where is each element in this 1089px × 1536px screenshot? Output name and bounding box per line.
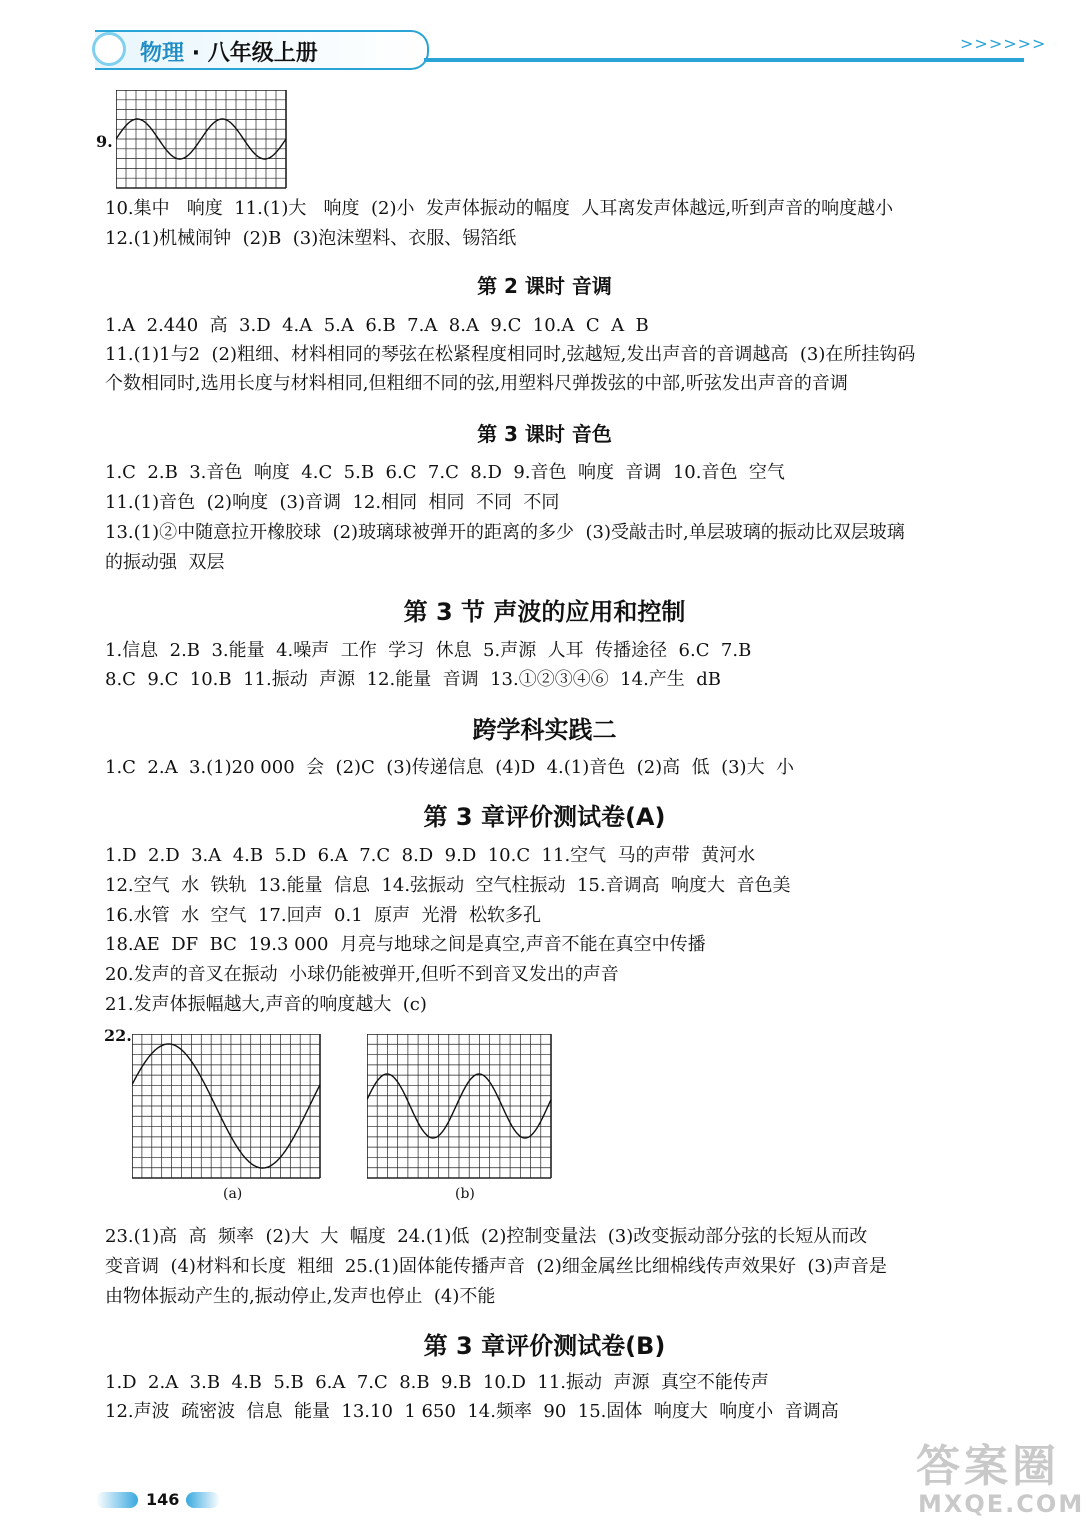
answer-line: 1.C 2.B 3.音色 响度 4.C 5.B 6.C 7.C 8.D 9.音色 响度 音调 10.音色 空气 (105, 462, 785, 483)
heading-section3: 第 3 节 声波的应用和控制 (403, 598, 686, 626)
q9-wave-grid (116, 90, 288, 190)
watermark-logo (910, 1430, 1085, 1530)
answer-line: 个数相同时,选用长度与材料相同,但粗细不同的弦,用塑料尺弹拨弦的中部,听弦发出声音的音调 (105, 373, 848, 394)
q22-grid-a (132, 1034, 322, 1180)
answer-line: 13.(1)②中随意拉开橡胶球 (2)玻璃球被弹开的距离的多少 (3)受敲击时,单层玻璃的振动比双层玻璃 (105, 522, 905, 543)
answer-line: 1.C 2.A 3.(1)20 000 会 (2)C (3)传递信息 (4)D 4.(1)音色 (2)高 低 (3)大 小 (105, 757, 795, 778)
answer-line: 8.C 9.C 10.B 11.振动 声源 12.能量 音调 13.①②③④⑥ 14.产生 dB (105, 669, 721, 690)
answer-line: 12.(1)机械闹钟 (2)B (3)泡沫塑料、衣服、锡箔纸 (105, 228, 517, 249)
answer-line: 11.(1)音色 (2)响度 (3)音调 12.相同 相同 不同 不同 (105, 492, 560, 513)
heading-test-b: 第 3 章评价测试卷(B) (423, 1332, 666, 1360)
answer-line: 12.空气 水 铁轨 13.能量 信息 14.弦振动 空气柱振动 15.音调高 响度大 音色美 (105, 875, 791, 896)
answer-line: 的振动强 双层 (105, 552, 225, 573)
heading-lesson3-timbre: 第 3 课时 音色 (477, 422, 612, 446)
q22-caption-b: (b) (455, 1186, 475, 1202)
answer-line: 1.D 2.A 3.B 4.B 5.B 6.A 7.C 8.B 9.B 10.D 11.振动 声源 真空不能传声 (105, 1372, 769, 1393)
header-title (140, 36, 318, 67)
page-pill-right-icon (186, 1492, 220, 1508)
answer-line: 变音调 (4)材料和长度 粗细 25.(1)固体能传播声音 (2)细金属丝比细棉线传声效果好 (3)声音是 (105, 1256, 887, 1277)
header-grade: 八年级上册 (207, 41, 318, 66)
header-subject: 物理 (140, 41, 185, 66)
watermark-line2: MXQE.COM (918, 1490, 1085, 1518)
header-arrows-icon: >>>>>> (960, 34, 1047, 53)
answer-line: 18.AE DF BC 19.3 000 月亮与地球之间是真空,声音不能在真空中传播 (105, 934, 706, 955)
header-separator: · (191, 41, 201, 66)
answer-line: 1.A 2.440 高 3.D 4.A 5.A 6.B 7.A 8.A 9.C 10.A C A B (105, 315, 649, 336)
answer-line: 由物体振动产生的,振动停止,发声也停止 (4)不能 (105, 1286, 496, 1307)
answer-line: 10.集中 响度 11.(1)大 响度 (2)小 发声体振动的幅度 人耳离发声体越远,听到声音的响度越小 (105, 198, 894, 219)
header-logo-icon (92, 32, 126, 66)
heading-cross-discipline: 跨学科实践二 (472, 716, 617, 744)
answer-line: 11.(1)1与2 (2)粗细、材料相同的琴弦在松紧程度相同时,弦越短,发出声音的音调越高 (3)在所挂钩码 (105, 344, 916, 365)
answer-line: 23.(1)高 高 频率 (2)大 大 幅度 24.(1)低 (2)控制变量法 (3)改变振动部分弦的长短从而改 (105, 1226, 868, 1247)
page-pill-left-icon (96, 1492, 138, 1508)
answer-line: 1.D 2.D 3.A 4.B 5.D 6.A 7.C 8.D 9.D 10.C 11.空气 马的声带 黄河水 (105, 845, 756, 866)
answer-line: 21.发声体振幅越大,声音的响度越大 (c) (105, 994, 427, 1015)
q22-grid-b (367, 1034, 553, 1180)
answer-line: 16.水管 水 空气 17.回声 0.1 原声 光滑 松软多孔 (105, 905, 541, 926)
q22-caption-a: (a) (223, 1186, 243, 1202)
heading-lesson2-pitch: 第 2 课时 音调 (477, 274, 612, 298)
q22-label: 22. (104, 1026, 132, 1045)
watermark-line1: 答案圈 (916, 1441, 1060, 1492)
answer-line: 20.发声的音叉在振动 小球仍能被弹开,但听不到音叉发出的声音 (105, 964, 619, 985)
q9-label: 9. (96, 132, 113, 151)
answer-line: 1.信息 2.B 3.能量 4.噪声 工作 学习 休息 5.声源 人耳 传播途径 6.C 7.B (105, 640, 752, 661)
heading-test-a: 第 3 章评价测试卷(A) (423, 803, 666, 831)
answer-line: 12.声波 疏密波 信息 能量 13.10 1 650 14.频率 90 15.固体 响度大 响度小 音调高 (105, 1401, 839, 1422)
page-number: 146 (146, 1490, 180, 1509)
header-rule (424, 58, 1024, 62)
